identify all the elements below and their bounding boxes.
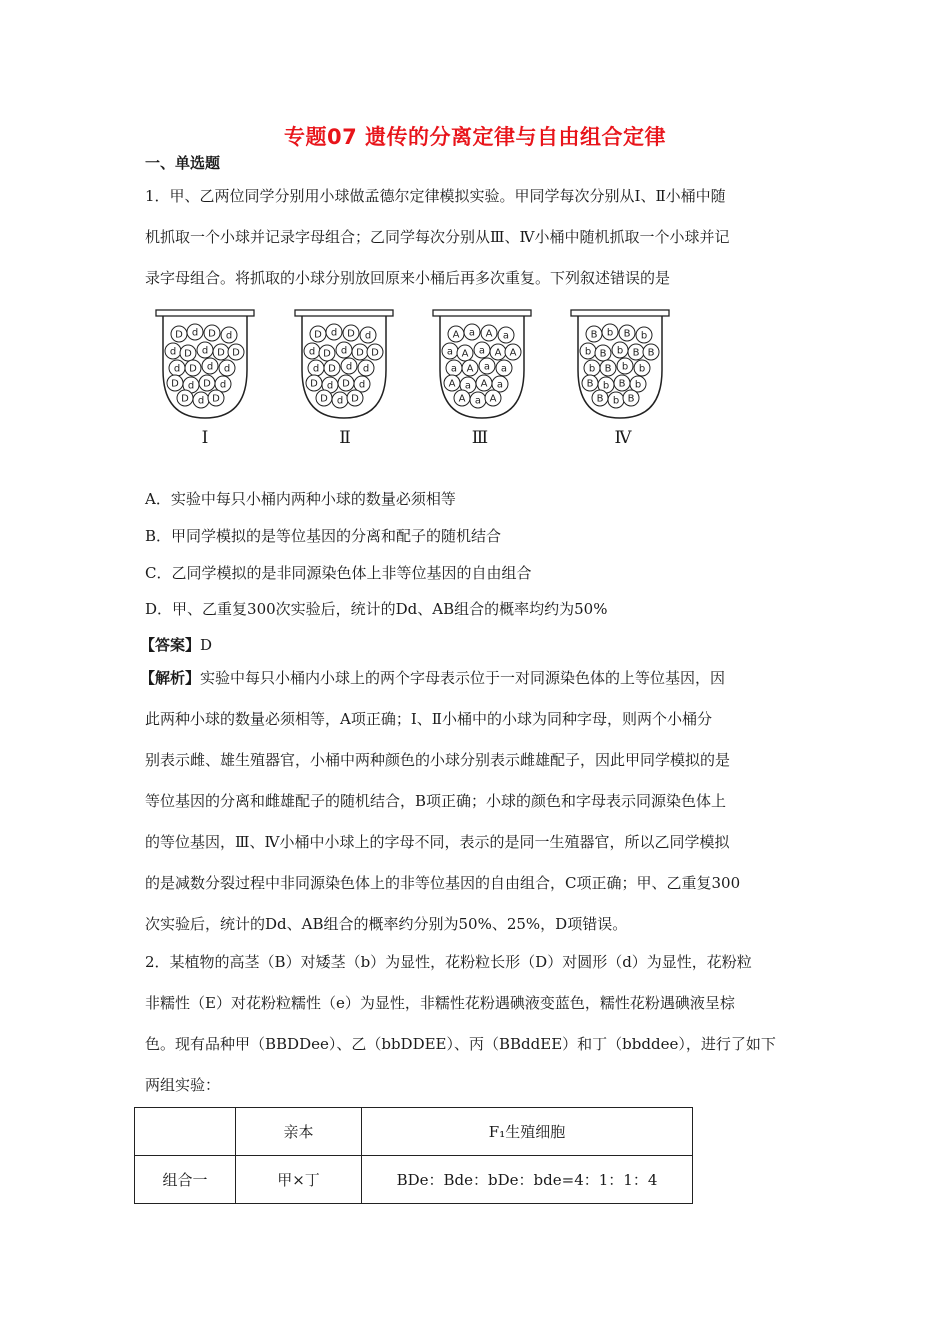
text-line: 次实验后，统计的Dd、AB组合的概率约分别为50%、25%，D项错误。: [145, 915, 628, 933]
ball-letter: A: [452, 329, 460, 341]
ball-letter: A: [466, 363, 474, 375]
text-line: 录字母组合。将抓取的小球分别放回原来小桶后再多次重复。下列叙述错误的是: [145, 269, 671, 287]
option-c: C．乙同学模拟的是非同源染色体上非等位基因的自由组合: [145, 564, 532, 582]
ball-letter: b: [621, 361, 629, 373]
text-line: 的等位基因，Ⅲ、Ⅳ小桶中小球上的字母不同，表示的是同一生殖器官，所以乙同学模拟: [145, 833, 730, 851]
ball-letter: D: [184, 348, 192, 360]
bucket-rim: [295, 310, 393, 316]
ball-letter: B: [627, 393, 635, 405]
ball-letter: a: [474, 395, 482, 407]
text-line: 的是减数分裂过程中非同源染色体上的非等位基因的自由组合，C项正确；甲、乙重复300: [145, 874, 741, 892]
bucket-rim: [156, 310, 254, 316]
ball-letter: a: [450, 363, 458, 375]
text-line: 此两种小球的数量必须相等，A项正确；Ⅰ、Ⅱ小桶中的小球为同种字母，则两个小桶分: [145, 710, 712, 728]
page-title: 专题07 遗传的分离定律与自由组合定律: [283, 125, 667, 149]
ball-letter: B: [604, 363, 612, 375]
bucket-2-illustration: [294, 308, 394, 420]
ball-letter: D: [356, 347, 364, 359]
option-a: A．实验中每只小桶内两种小球的数量必须相等: [145, 490, 456, 508]
ball-letter: d: [173, 363, 181, 375]
option-d: D．甲、乙重复300次实验后，统计的Dd、AB组合的概率均约为50%: [145, 600, 608, 618]
ball-letter: d: [169, 346, 177, 358]
ball-letter: d: [223, 363, 231, 375]
ball-letter: b: [640, 330, 648, 342]
text-line: 两组实验：: [145, 1076, 221, 1094]
text-line: 1．甲、乙两位同学分别用小球做孟德尔定律模拟实验。甲同学每次分别从Ⅰ、Ⅱ小桶中随: [145, 187, 726, 205]
ball-letter: d: [197, 395, 205, 407]
ball-letter: A: [494, 347, 502, 359]
ball-letter: b: [584, 346, 592, 358]
table-header-cell: F₁生殖细胞: [362, 1108, 693, 1156]
ball-letter: A: [485, 328, 493, 340]
ball-letter: a: [446, 346, 454, 358]
table-row: [135, 1156, 693, 1204]
ball-letter: b: [606, 327, 614, 339]
bucket-4-illustration: [570, 308, 670, 420]
table-header-cell: [135, 1108, 236, 1156]
ball-letter: d: [206, 361, 214, 373]
ball-letter: A: [448, 378, 456, 390]
text-line: 等位基因的分离和雌雄配子的随机结合，B项正确；小球的颜色和字母表示同源染色体上: [145, 792, 727, 810]
bucket-1-illustration: [155, 308, 255, 420]
ball-letter: B: [596, 393, 604, 405]
ball-letter: d: [364, 330, 372, 342]
table-cell: 组合一: [135, 1156, 236, 1204]
ball-letter: D: [314, 329, 322, 341]
ball-letter: D: [347, 328, 355, 340]
text-line: 别表示雌、雄生殖器官，小桶中两种颜色的小球分别表示雌雄配子，因此甲同学模拟的是: [145, 751, 731, 769]
ball-letter: D: [371, 347, 379, 359]
bucket-rim: [571, 310, 669, 316]
ball-letter: A: [489, 393, 497, 405]
answer-tag: 【答案】: [140, 636, 201, 654]
text-line: 机抓取一个小球并记录字母组合；乙同学每次分别从Ⅲ、Ⅳ小桶中随机抓取一个小球并记: [145, 228, 730, 246]
ball-letter: d: [225, 330, 233, 342]
ball-letter: b: [602, 380, 610, 392]
ball-letter: D: [232, 347, 240, 359]
ball-letter: d: [191, 327, 199, 339]
ball-letter: B: [586, 378, 594, 390]
ball-letter: b: [616, 345, 624, 357]
bucket-label-4: Ⅳ: [614, 428, 632, 448]
ball-letter: D: [175, 329, 183, 341]
bucket-label-2: Ⅱ: [339, 428, 351, 448]
ball-letter: B: [647, 347, 655, 359]
text-line: 色。现有品种甲（BBDDee）、乙（bbDDEE）、丙（BBddEE）和丁（bbddee），进行了如下: [145, 1035, 776, 1053]
question-1-stem: [145, 176, 810, 299]
ball-letter: a: [496, 379, 504, 391]
ball-letter: a: [464, 380, 472, 392]
ball-letter: d: [308, 346, 316, 358]
bucket-3-illustration: [432, 308, 532, 420]
table-header-row: [135, 1108, 693, 1156]
ball-letter: D: [323, 348, 331, 360]
analysis-block: [140, 658, 810, 945]
ball-letter: d: [336, 395, 344, 407]
ball-letter: D: [342, 378, 350, 390]
analysis-tag: 【解析】: [140, 669, 201, 687]
ball-letter: D: [171, 378, 179, 390]
ball-letter: A: [458, 393, 466, 405]
ball-letter: b: [588, 363, 596, 375]
analysis-text: 实验中每只小桶内小球上的两个字母表示位于一对同源染色体的上等位基因，因: [200, 669, 726, 687]
ball-letter: A: [509, 347, 517, 359]
text-line: 2．某植物的高茎（B）对矮茎（b）为显性，花粉粒长形（D）对圆形（d）为显性，花粉粒: [145, 953, 752, 971]
answer-value: D: [200, 636, 213, 654]
ball-letter: a: [500, 363, 508, 375]
ball-letter: B: [623, 328, 631, 340]
ball-letter: D: [328, 363, 336, 375]
ball-letter: d: [340, 345, 348, 357]
ball-letter: d: [219, 379, 227, 391]
ball-letter: D: [310, 378, 318, 390]
question-2-stem: [145, 942, 810, 1106]
text-line: 非糯性（E）对花粉粒糯性（e）为显性，非糯性花粉遇碘液变蓝色，糯性花粉遇碘液呈棕: [145, 994, 735, 1012]
ball-letter: D: [212, 393, 220, 405]
bucket-rim: [433, 310, 531, 316]
ball-letter: A: [461, 348, 469, 360]
ball-letter: d: [345, 361, 353, 373]
ball-letter: B: [590, 329, 598, 341]
ball-letter: b: [638, 363, 646, 375]
ball-letter: b: [634, 379, 642, 391]
ball-letter: D: [320, 393, 328, 405]
ball-letter: B: [632, 347, 640, 359]
ball-letter: B: [599, 348, 607, 360]
ball-letter: a: [502, 330, 510, 342]
ball-letter: D: [208, 328, 216, 340]
ball-letter: a: [468, 327, 476, 339]
ball-letter: d: [201, 345, 209, 357]
ball-letter: d: [312, 363, 320, 375]
bucket-label-1: Ⅰ: [201, 428, 209, 448]
ball-letter: d: [330, 327, 338, 339]
ball-letter: D: [181, 393, 189, 405]
section-heading: 一、单选题: [145, 154, 221, 172]
bucket-label-3: Ⅲ: [471, 428, 489, 448]
ball-letter: a: [483, 361, 491, 373]
answer-line: [140, 634, 212, 655]
ball-letter: A: [480, 378, 488, 390]
ball-letter: a: [478, 345, 486, 357]
ball-letter: D: [203, 378, 211, 390]
ball-letter: B: [618, 378, 626, 390]
ball-letter: b: [612, 395, 620, 407]
text-line: [140, 658, 810, 699]
option-b: B．甲同学模拟的是等位基因的分离和配子的随机结合: [145, 527, 502, 545]
ball-letter: D: [351, 393, 359, 405]
ball-letter: d: [362, 363, 370, 375]
ball-letter: d: [326, 380, 334, 392]
experiment-table: [134, 1107, 693, 1204]
table-cell: BDe：Bde：bDe：bde=4：1：1：4: [362, 1156, 693, 1204]
ball-letter: D: [189, 363, 197, 375]
table-header-cell: 亲本: [236, 1108, 362, 1156]
ball-letter: D: [217, 347, 225, 359]
table-cell: 甲×丁: [236, 1156, 362, 1204]
ball-letter: d: [358, 379, 366, 391]
ball-letter: d: [187, 380, 195, 392]
